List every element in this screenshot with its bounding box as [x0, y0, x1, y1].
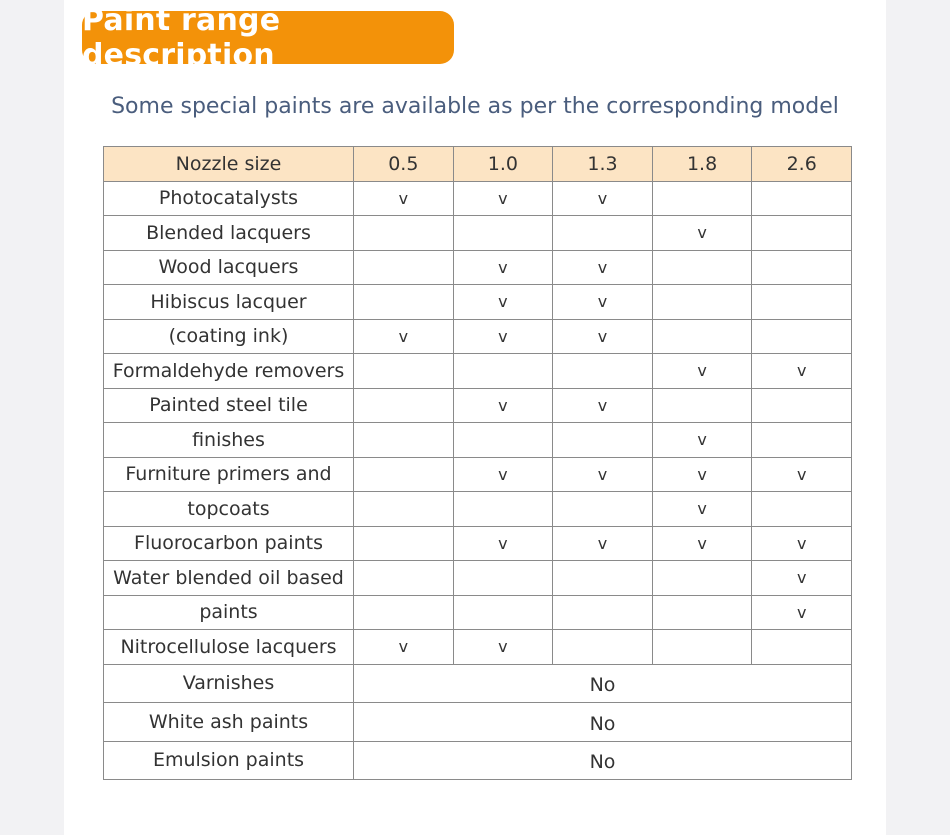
table-row: [104, 664, 852, 703]
compat-cell: v: [453, 181, 553, 216]
compat-cell: [752, 216, 852, 251]
compat-cell: [453, 492, 553, 527]
table-row: [104, 216, 852, 251]
paint-type-label: Nitrocellulose lacquers: [104, 630, 354, 665]
compat-cell: v: [652, 216, 752, 251]
header-cell: 1.8: [652, 147, 752, 182]
table-row: [104, 457, 852, 492]
table-row: [104, 181, 852, 216]
table-row: [104, 492, 852, 527]
not-supported-cell: No: [354, 703, 852, 742]
table-row: [104, 741, 852, 780]
compat-cell: v: [553, 457, 653, 492]
compat-cell: [453, 216, 553, 251]
compat-cell: [553, 492, 653, 527]
paint-range-table: [103, 146, 852, 780]
compat-cell: [553, 216, 653, 251]
compat-cell: v: [453, 319, 553, 354]
compat-cell: [752, 285, 852, 320]
compat-cell: v: [354, 630, 454, 665]
compat-cell: v: [752, 595, 852, 630]
table-row: [104, 319, 852, 354]
paint-type-label: Furniture primers and: [104, 457, 354, 492]
compat-cell: v: [453, 285, 553, 320]
compat-cell: [752, 492, 852, 527]
compat-cell: [652, 250, 752, 285]
compat-cell: [652, 630, 752, 665]
table-row: [104, 561, 852, 596]
compat-cell: [752, 630, 852, 665]
header-row: [104, 147, 852, 182]
compat-cell: [354, 216, 454, 251]
compat-cell: [354, 595, 454, 630]
compat-cell: v: [553, 250, 653, 285]
compat-cell: v: [652, 457, 752, 492]
not-supported-cell: No: [354, 664, 852, 703]
paint-type-label: topcoats: [104, 492, 354, 527]
compat-cell: [354, 250, 454, 285]
compat-cell: [553, 595, 653, 630]
paint-type-label: White ash paints: [104, 703, 354, 742]
header-cell: 2.6: [752, 147, 852, 182]
compat-cell: [453, 595, 553, 630]
compat-cell: [553, 561, 653, 596]
paint-type-label: paints: [104, 595, 354, 630]
header-cell: 1.0: [453, 147, 553, 182]
compat-cell: v: [553, 285, 653, 320]
compat-cell: v: [354, 319, 454, 354]
compat-cell: v: [453, 250, 553, 285]
compat-cell: [354, 388, 454, 423]
paint-type-label: Varnishes: [104, 664, 354, 703]
table-row: [104, 388, 852, 423]
compat-cell: v: [652, 354, 752, 389]
table-row: [104, 703, 852, 742]
compat-cell: [354, 561, 454, 596]
compat-cell: v: [553, 181, 653, 216]
compat-cell: [652, 319, 752, 354]
compat-cell: v: [752, 526, 852, 561]
compat-cell: v: [752, 354, 852, 389]
compat-cell: [553, 354, 653, 389]
compat-cell: v: [453, 630, 553, 665]
table-row: [104, 630, 852, 665]
compat-cell: [553, 423, 653, 458]
compat-cell: [752, 250, 852, 285]
compat-cell: v: [453, 457, 553, 492]
paint-type-label: Blended lacquers: [104, 216, 354, 251]
table-row: [104, 250, 852, 285]
header-cell: 1.3: [553, 147, 653, 182]
compat-cell: v: [752, 457, 852, 492]
compat-cell: v: [752, 561, 852, 596]
compat-cell: [752, 319, 852, 354]
compat-cell: [652, 388, 752, 423]
subtitle: Some special paints are available as per the corresponding model: [111, 94, 839, 119]
table-row: [104, 423, 852, 458]
header-cell: 0.5: [354, 147, 454, 182]
paint-type-label: Emulsion paints: [104, 741, 354, 780]
compat-cell: [453, 423, 553, 458]
compat-cell: v: [354, 181, 454, 216]
paint-type-label: Water blended oil based: [104, 561, 354, 596]
paint-type-label: Fluorocarbon paints: [104, 526, 354, 561]
compat-cell: [453, 354, 553, 389]
compat-cell: v: [553, 319, 653, 354]
table-row: [104, 354, 852, 389]
compat-cell: v: [652, 423, 752, 458]
compat-cell: [354, 457, 454, 492]
compat-cell: [453, 561, 553, 596]
compat-cell: [354, 354, 454, 389]
table-row: [104, 595, 852, 630]
not-supported-cell: No: [354, 741, 852, 780]
compat-cell: [652, 595, 752, 630]
compat-cell: [752, 181, 852, 216]
compat-cell: v: [652, 526, 752, 561]
compat-cell: [652, 561, 752, 596]
compat-cell: [652, 181, 752, 216]
paint-type-label: finishes: [104, 423, 354, 458]
compat-cell: [354, 526, 454, 561]
compat-cell: [752, 423, 852, 458]
table-row: [104, 285, 852, 320]
paint-type-label: Painted steel tile: [104, 388, 354, 423]
table-body: [104, 181, 852, 780]
compat-cell: v: [553, 388, 653, 423]
header-cell: Nozzle size: [104, 147, 354, 182]
compat-cell: [354, 423, 454, 458]
compat-cell: v: [453, 388, 553, 423]
section-title-text: Paint range description: [82, 2, 281, 73]
table-row: [104, 526, 852, 561]
paint-type-label: Hibiscus lacquer: [104, 285, 354, 320]
compat-cell: v: [453, 526, 553, 561]
compat-cell: [752, 388, 852, 423]
compat-cell: [652, 285, 752, 320]
compat-cell: v: [652, 492, 752, 527]
paint-type-label: (coating ink): [104, 319, 354, 354]
compat-cell: [354, 285, 454, 320]
paint-type-label: Wood lacquers: [104, 250, 354, 285]
compat-cell: [354, 492, 454, 527]
paint-type-label: Photocatalysts: [104, 181, 354, 216]
compat-cell: v: [553, 526, 653, 561]
paint-type-label: Formaldehyde removers: [104, 354, 354, 389]
section-title: [82, 2, 454, 73]
compat-cell: [553, 630, 653, 665]
